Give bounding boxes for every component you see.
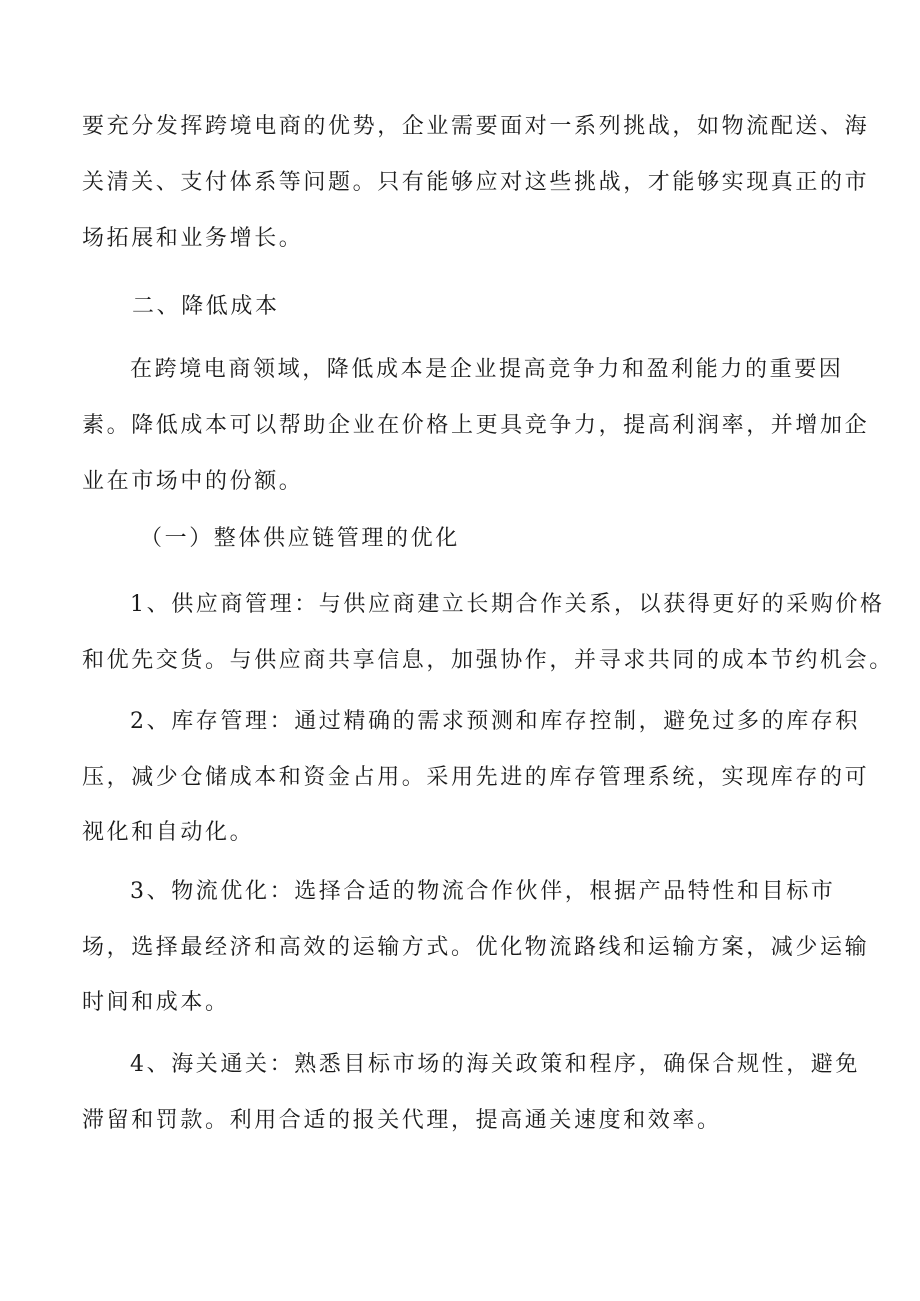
list-item-line: 1、供应商管理：与供应商建立长期合作关系，以获得更好的采购价格 xyxy=(130,592,885,617)
list-item-line: 视化和自动化。 xyxy=(82,820,255,845)
list-item-line: 2、库存管理：通过精确的需求预测和库存控制，避免过多的库存积 xyxy=(130,709,860,734)
section-heading: 二、降低成本 xyxy=(132,294,280,319)
paragraph-line: 素。降低成本可以帮助企业在价格上更具竞争力，提高利润率，并增加企 xyxy=(82,413,870,438)
paragraph-line: 场拓展和业务增长。 xyxy=(82,226,304,251)
paragraph-line: 业在市场中的份额。 xyxy=(82,469,304,494)
list-item-line: 场，选择最经济和高效的运输方式。优化物流路线和运输方案，减少运输 xyxy=(82,935,870,960)
paragraph-line: 关清关、支付体系等问题。只有能够应对这些挑战，才能够实现真正的市 xyxy=(82,170,870,195)
paragraph-line: 在跨境电商领域，降低成本是企业提高竞争力和盈利能力的重要因 xyxy=(130,357,844,382)
list-item-line: 滞留和罚款。利用合适的报关代理，提高通关速度和效率。 xyxy=(82,1108,722,1133)
list-item-line: 时间和成本。 xyxy=(82,990,230,1015)
subsection-heading: （一）整体供应链管理的优化 xyxy=(140,526,460,551)
list-item-line: 4、海关通关：熟悉目标市场的海关政策和程序，确保合规性，避免 xyxy=(130,1052,860,1077)
list-item-line: 3、物流优化：选择合适的物流合作伙伴，根据产品特性和目标市 xyxy=(130,879,836,904)
paragraph-line: 要充分发挥跨境电商的优势，企业需要面对一系列挑战，如物流配送、海 xyxy=(82,114,870,139)
list-item-line: 和优先交货。与供应商共享信息，加强协作，并寻求共同的成本节约机会。 xyxy=(82,648,894,673)
list-item-line: 压，减少仓储成本和资金占用。采用先进的库存管理系统，实现库存的可 xyxy=(82,765,870,790)
